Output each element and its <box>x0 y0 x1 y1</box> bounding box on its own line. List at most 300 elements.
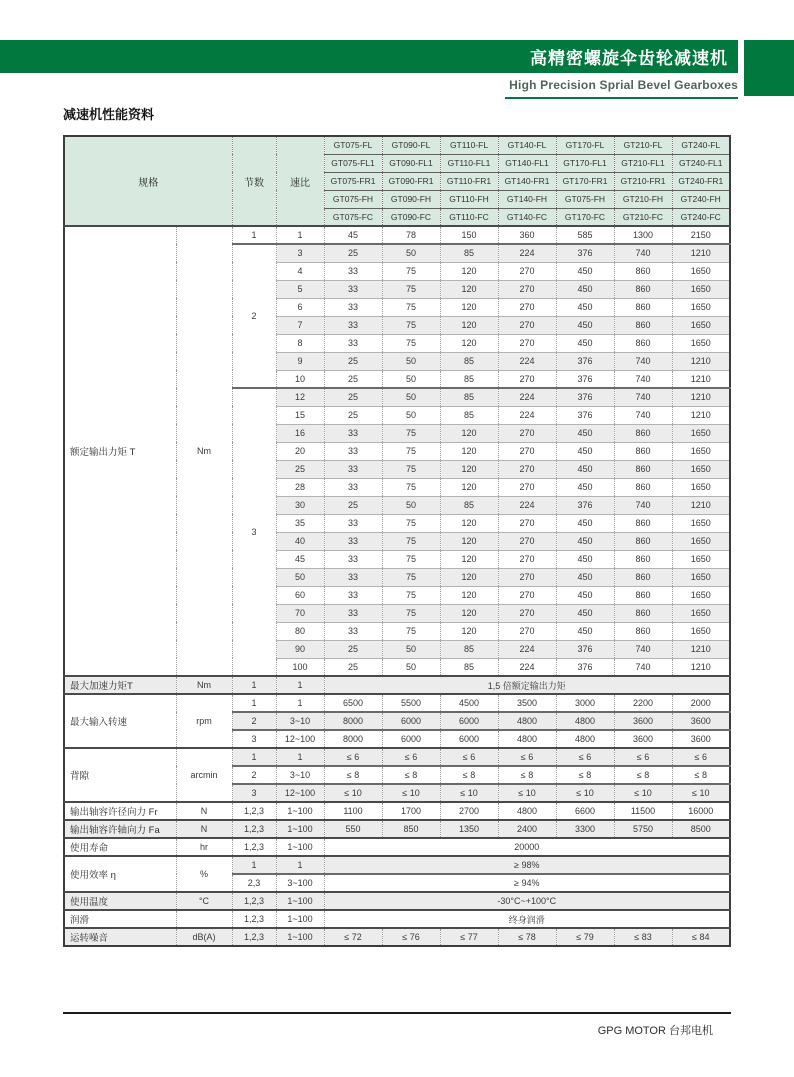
value-cell: 740 <box>614 406 672 424</box>
value-cell: 270 <box>498 460 556 478</box>
value-cell: 224 <box>498 244 556 262</box>
value-cell: 11500 <box>614 802 672 820</box>
value-cell: 33 <box>324 280 382 298</box>
value-cell: 75 <box>382 316 440 334</box>
value-cell: 33 <box>324 514 382 532</box>
value-cell: ≤ 10 <box>324 784 382 802</box>
value-cell: 1650 <box>672 316 730 334</box>
value-cell: 150 <box>440 226 498 244</box>
value-cell: 120 <box>440 532 498 550</box>
stages-cell: 2,3 <box>232 874 276 892</box>
value-cell: 33 <box>324 298 382 316</box>
value-cell: ≤ 79 <box>556 928 614 946</box>
value-cell: 2000 <box>672 694 730 712</box>
unit-cell: dB(A) <box>176 928 232 946</box>
value-cell: 1650 <box>672 550 730 568</box>
value-cell: ≤ 8 <box>498 766 556 784</box>
value-cell: 1210 <box>672 244 730 262</box>
value-cell: ≤ 78 <box>498 928 556 946</box>
model-cell: GT170-FC <box>556 208 614 226</box>
ratio-cell: 12~100 <box>276 730 324 748</box>
value-cell: 5750 <box>614 820 672 838</box>
value-cell: ≤ 8 <box>672 766 730 784</box>
value-cell: ≤ 72 <box>324 928 382 946</box>
value-cell: 33 <box>324 424 382 442</box>
unit-cell: N <box>176 802 232 820</box>
value-cell: ≤ 10 <box>498 784 556 802</box>
value-cell: 860 <box>614 298 672 316</box>
value-cell: 1650 <box>672 532 730 550</box>
value-cell: 450 <box>556 334 614 352</box>
span-value-cell: ≥ 98% <box>324 856 730 874</box>
ratio-cell: 6 <box>276 298 324 316</box>
ratio-cell: 40 <box>276 532 324 550</box>
value-cell: 740 <box>614 658 672 676</box>
model-cell: GT110-FH <box>440 190 498 208</box>
value-cell: ≤ 6 <box>614 748 672 766</box>
value-cell: 25 <box>324 658 382 676</box>
value-cell: 270 <box>498 478 556 496</box>
value-cell: 3600 <box>614 730 672 748</box>
value-cell: 450 <box>556 550 614 568</box>
value-cell: ≤ 10 <box>556 784 614 802</box>
value-cell: 4500 <box>440 694 498 712</box>
value-cell: 1210 <box>672 352 730 370</box>
value-cell: 85 <box>440 370 498 388</box>
value-cell: 75 <box>382 550 440 568</box>
ratio-cell: 7 <box>276 316 324 334</box>
value-cell: ≤ 6 <box>382 748 440 766</box>
value-cell: 450 <box>556 604 614 622</box>
span-value-cell: 终身润滑 <box>324 910 730 928</box>
section-title: 减速机性能资料 <box>63 107 155 122</box>
value-cell: ≤ 8 <box>382 766 440 784</box>
ratio-cell: 1 <box>276 676 324 694</box>
stages-cell: 3 <box>232 784 276 802</box>
footer-rule <box>63 1012 731 1014</box>
value-cell: 850 <box>382 820 440 838</box>
value-cell: 33 <box>324 586 382 604</box>
ratio-cell: 20 <box>276 442 324 460</box>
unit-cell: Nm <box>176 226 232 676</box>
value-cell: 4800 <box>556 712 614 730</box>
value-cell: 740 <box>614 352 672 370</box>
model-cell: GT110-FC <box>440 208 498 226</box>
value-cell: 1350 <box>440 820 498 838</box>
model-cell: GT090-FL1 <box>382 154 440 172</box>
value-cell: 1650 <box>672 424 730 442</box>
value-cell: ≤ 6 <box>672 748 730 766</box>
model-cell: GT140-FL1 <box>498 154 556 172</box>
value-cell: 270 <box>498 604 556 622</box>
value-cell: 75 <box>382 262 440 280</box>
value-cell: 860 <box>614 478 672 496</box>
value-cell: 2400 <box>498 820 556 838</box>
value-cell: 376 <box>556 640 614 658</box>
value-cell: 3000 <box>556 694 614 712</box>
model-cell: GT075-FR1 <box>324 172 382 190</box>
stages-header-cell: 节数 <box>232 136 276 226</box>
value-cell: 1210 <box>672 406 730 424</box>
model-cell: GT140-FH <box>498 190 556 208</box>
stages-cell: 1,2,3 <box>232 910 276 928</box>
value-cell: 50 <box>382 496 440 514</box>
value-cell: 740 <box>614 640 672 658</box>
value-cell: 450 <box>556 298 614 316</box>
value-cell: 270 <box>498 262 556 280</box>
value-cell: 270 <box>498 622 556 640</box>
value-cell: ≤ 8 <box>324 766 382 784</box>
value-cell: 1650 <box>672 442 730 460</box>
ratio-cell: 35 <box>276 514 324 532</box>
stages-cell: 3 <box>232 388 276 676</box>
value-cell: 6600 <box>556 802 614 820</box>
value-cell: 75 <box>382 568 440 586</box>
model-cell: GT210-FH <box>614 190 672 208</box>
ratio-cell: 28 <box>276 478 324 496</box>
page-subtitle: High Precision Sprial Bevel Gearboxes <box>509 78 738 92</box>
value-cell: 85 <box>440 496 498 514</box>
value-cell: 6000 <box>382 730 440 748</box>
value-cell: 376 <box>556 406 614 424</box>
model-cell: GT240-FL <box>672 136 730 154</box>
value-cell: 860 <box>614 316 672 334</box>
model-cell: GT170-FL1 <box>556 154 614 172</box>
stages-cell: 1,2,3 <box>232 892 276 910</box>
value-cell: 224 <box>498 640 556 658</box>
ratio-cell: 8 <box>276 334 324 352</box>
unit-cell: hr <box>176 838 232 856</box>
value-cell: 1650 <box>672 460 730 478</box>
model-cell: GT240-FC <box>672 208 730 226</box>
model-cell: GT090-FR1 <box>382 172 440 190</box>
unit-cell <box>176 910 232 928</box>
model-cell: GT140-FC <box>498 208 556 226</box>
value-cell: 50 <box>382 352 440 370</box>
value-cell: 6000 <box>440 712 498 730</box>
value-cell: 2700 <box>440 802 498 820</box>
value-cell: 50 <box>382 658 440 676</box>
model-cell: GT210-FL1 <box>614 154 672 172</box>
ratio-cell: 70 <box>276 604 324 622</box>
param-label-cell: 额定输出力矩 T <box>64 226 176 676</box>
stages-cell: 1 <box>232 676 276 694</box>
value-cell: 1210 <box>672 370 730 388</box>
value-cell: 376 <box>556 370 614 388</box>
ratio-cell: 12~100 <box>276 784 324 802</box>
value-cell: 75 <box>382 298 440 316</box>
value-cell: 120 <box>440 442 498 460</box>
value-cell: 1650 <box>672 334 730 352</box>
model-cell: GT075-FL <box>324 136 382 154</box>
value-cell: 75 <box>382 442 440 460</box>
value-cell: 270 <box>498 316 556 334</box>
value-cell: 120 <box>440 568 498 586</box>
param-label-cell: 使用寿命 <box>64 838 176 856</box>
value-cell: 8000 <box>324 712 382 730</box>
value-cell: 450 <box>556 586 614 604</box>
stages-cell: 1 <box>232 748 276 766</box>
value-cell: ≤ 8 <box>556 766 614 784</box>
ratio-cell: 1~100 <box>276 820 324 838</box>
value-cell: 33 <box>324 262 382 280</box>
value-cell: 270 <box>498 514 556 532</box>
value-cell: 585 <box>556 226 614 244</box>
ratio-cell: 3~100 <box>276 874 324 892</box>
value-cell: ≤ 8 <box>440 766 498 784</box>
value-cell: 450 <box>556 478 614 496</box>
value-cell: ≤ 8 <box>614 766 672 784</box>
value-cell: 450 <box>556 424 614 442</box>
value-cell: 33 <box>324 442 382 460</box>
value-cell: 6000 <box>440 730 498 748</box>
value-cell: 50 <box>382 388 440 406</box>
value-cell: 33 <box>324 478 382 496</box>
model-cell: GT075-FH <box>556 190 614 208</box>
value-cell: 120 <box>440 478 498 496</box>
value-cell: 25 <box>324 640 382 658</box>
value-cell: 270 <box>498 280 556 298</box>
value-cell: 1650 <box>672 262 730 280</box>
stages-cell: 2 <box>232 712 276 730</box>
stages-cell: 1,2,3 <box>232 838 276 856</box>
value-cell: 2150 <box>672 226 730 244</box>
value-cell: 1650 <box>672 604 730 622</box>
spec-header-cell: 规格 <box>64 136 232 226</box>
stages-cell: 1 <box>232 856 276 874</box>
value-cell: 1700 <box>382 802 440 820</box>
value-cell: ≤ 10 <box>672 784 730 802</box>
ratio-cell: 10 <box>276 370 324 388</box>
param-label-cell: 使用效率 η <box>64 856 176 892</box>
value-cell: 1650 <box>672 478 730 496</box>
value-cell: 860 <box>614 334 672 352</box>
value-cell: 224 <box>498 388 556 406</box>
ratio-cell: 1 <box>276 748 324 766</box>
value-cell: 50 <box>382 244 440 262</box>
value-cell: 120 <box>440 460 498 478</box>
value-cell: 376 <box>556 244 614 262</box>
model-cell: GT240-FH <box>672 190 730 208</box>
value-cell: 270 <box>498 532 556 550</box>
unit-cell: N <box>176 820 232 838</box>
value-cell: 75 <box>382 280 440 298</box>
value-cell: ≤ 6 <box>556 748 614 766</box>
value-cell: 550 <box>324 820 382 838</box>
ratio-cell: 1 <box>276 226 324 244</box>
ratio-cell: 9 <box>276 352 324 370</box>
param-label-cell: 运转噪音 <box>64 928 176 946</box>
value-cell: 376 <box>556 352 614 370</box>
unit-cell: arcmin <box>176 748 232 802</box>
value-cell: 270 <box>498 442 556 460</box>
value-cell: 450 <box>556 262 614 280</box>
stages-cell: 2 <box>232 766 276 784</box>
value-cell: 75 <box>382 586 440 604</box>
unit-cell: rpm <box>176 694 232 748</box>
value-cell: 85 <box>440 406 498 424</box>
value-cell: 4800 <box>498 730 556 748</box>
value-cell: 5500 <box>382 694 440 712</box>
value-cell: ≤ 6 <box>498 748 556 766</box>
value-cell: 1300 <box>614 226 672 244</box>
value-cell: 860 <box>614 442 672 460</box>
model-cell: GT170-FR1 <box>556 172 614 190</box>
value-cell: 25 <box>324 496 382 514</box>
value-cell: ≤ 76 <box>382 928 440 946</box>
value-cell: 8000 <box>324 730 382 748</box>
model-cell: GT240-FR1 <box>672 172 730 190</box>
ratio-cell: 1~100 <box>276 928 324 946</box>
value-cell: 75 <box>382 478 440 496</box>
model-cell: GT240-FL1 <box>672 154 730 172</box>
value-cell: ≤ 6 <box>440 748 498 766</box>
model-cell: GT170-FL <box>556 136 614 154</box>
value-cell: 120 <box>440 514 498 532</box>
stages-cell: 2 <box>232 244 276 388</box>
value-cell: 120 <box>440 586 498 604</box>
value-cell: 450 <box>556 514 614 532</box>
value-cell: 75 <box>382 514 440 532</box>
value-cell: 120 <box>440 334 498 352</box>
value-cell: 120 <box>440 280 498 298</box>
model-cell: GT075-FH <box>324 190 382 208</box>
value-cell: 33 <box>324 334 382 352</box>
value-cell: 2200 <box>614 694 672 712</box>
value-cell: 33 <box>324 568 382 586</box>
unit-cell: % <box>176 856 232 892</box>
stages-cell: 1,2,3 <box>232 802 276 820</box>
stages-cell: 1 <box>232 226 276 244</box>
value-cell: 450 <box>556 460 614 478</box>
model-cell: GT090-FL <box>382 136 440 154</box>
page-title: 高精密螺旋伞齿轮减速机 <box>530 49 728 68</box>
value-cell: 25 <box>324 352 382 370</box>
value-cell: 270 <box>498 370 556 388</box>
model-cell: GT210-FR1 <box>614 172 672 190</box>
value-cell: 360 <box>498 226 556 244</box>
value-cell: ≤ 10 <box>614 784 672 802</box>
stages-cell: 3 <box>232 730 276 748</box>
value-cell: 8500 <box>672 820 730 838</box>
value-cell: 860 <box>614 622 672 640</box>
value-cell: 33 <box>324 460 382 478</box>
value-cell: ≤ 84 <box>672 928 730 946</box>
ratio-cell: 1 <box>276 694 324 712</box>
model-cell: GT140-FR1 <box>498 172 556 190</box>
unit-cell: Nm <box>176 676 232 694</box>
param-label-cell: 使用温度 <box>64 892 176 910</box>
value-cell: 85 <box>440 658 498 676</box>
value-cell: 1100 <box>324 802 382 820</box>
value-cell: 450 <box>556 280 614 298</box>
value-cell: 75 <box>382 532 440 550</box>
ratio-cell: 5 <box>276 280 324 298</box>
value-cell: 120 <box>440 262 498 280</box>
model-cell: GT110-FL <box>440 136 498 154</box>
value-cell: 120 <box>440 604 498 622</box>
value-cell: 25 <box>324 370 382 388</box>
value-cell: 270 <box>498 298 556 316</box>
value-cell: ≤ 10 <box>440 784 498 802</box>
ratio-cell: 100 <box>276 658 324 676</box>
value-cell: 45 <box>324 226 382 244</box>
value-cell: 1650 <box>672 568 730 586</box>
value-cell: 740 <box>614 244 672 262</box>
ratio-cell: 1~100 <box>276 892 324 910</box>
param-label-cell: 润滑 <box>64 910 176 928</box>
value-cell: 270 <box>498 424 556 442</box>
value-cell: 4800 <box>498 712 556 730</box>
value-cell: 3600 <box>614 712 672 730</box>
span-value-cell: -30°C~+100°C <box>324 892 730 910</box>
ratio-cell: 45 <box>276 550 324 568</box>
value-cell: 1650 <box>672 586 730 604</box>
ratio-cell: 80 <box>276 622 324 640</box>
value-cell: 16000 <box>672 802 730 820</box>
span-value-cell: 20000 <box>324 838 730 856</box>
value-cell: 75 <box>382 424 440 442</box>
value-cell: 860 <box>614 532 672 550</box>
value-cell: 50 <box>382 640 440 658</box>
value-cell: 1650 <box>672 298 730 316</box>
value-cell: 120 <box>440 424 498 442</box>
value-cell: 120 <box>440 550 498 568</box>
value-cell: 270 <box>498 586 556 604</box>
ratio-cell: 60 <box>276 586 324 604</box>
value-cell: 224 <box>498 658 556 676</box>
value-cell: 860 <box>614 424 672 442</box>
value-cell: 33 <box>324 316 382 334</box>
value-cell: 78 <box>382 226 440 244</box>
value-cell: 120 <box>440 298 498 316</box>
value-cell: 860 <box>614 262 672 280</box>
ratio-cell: 4 <box>276 262 324 280</box>
value-cell: 75 <box>382 460 440 478</box>
stages-cell: 1 <box>232 694 276 712</box>
value-cell: 75 <box>382 622 440 640</box>
value-cell: 376 <box>556 658 614 676</box>
gearbox-spec-table <box>63 135 731 947</box>
value-cell: 860 <box>614 460 672 478</box>
value-cell: ≤ 10 <box>382 784 440 802</box>
model-cell: GT075-FL1 <box>324 154 382 172</box>
footer-brand: GPG MOTOR 台邦电机 <box>597 1025 713 1037</box>
stages-cell: 1,2,3 <box>232 928 276 946</box>
value-cell: 85 <box>440 352 498 370</box>
subtitle-underline <box>505 97 738 99</box>
span-value-cell: ≥ 94% <box>324 874 730 892</box>
value-cell: 120 <box>440 316 498 334</box>
value-cell: ≤ 83 <box>614 928 672 946</box>
value-cell: 270 <box>498 334 556 352</box>
model-cell: GT110-FL1 <box>440 154 498 172</box>
ratio-cell: 90 <box>276 640 324 658</box>
header-banner <box>0 40 738 73</box>
value-cell: 4800 <box>556 730 614 748</box>
value-cell: 860 <box>614 568 672 586</box>
value-cell: 1210 <box>672 496 730 514</box>
value-cell: 85 <box>440 388 498 406</box>
model-cell: GT090-FC <box>382 208 440 226</box>
value-cell: 450 <box>556 316 614 334</box>
ratio-cell: 1~100 <box>276 838 324 856</box>
value-cell: 120 <box>440 622 498 640</box>
value-cell: 33 <box>324 604 382 622</box>
value-cell: 450 <box>556 568 614 586</box>
value-cell: 860 <box>614 514 672 532</box>
value-cell: 224 <box>498 406 556 424</box>
